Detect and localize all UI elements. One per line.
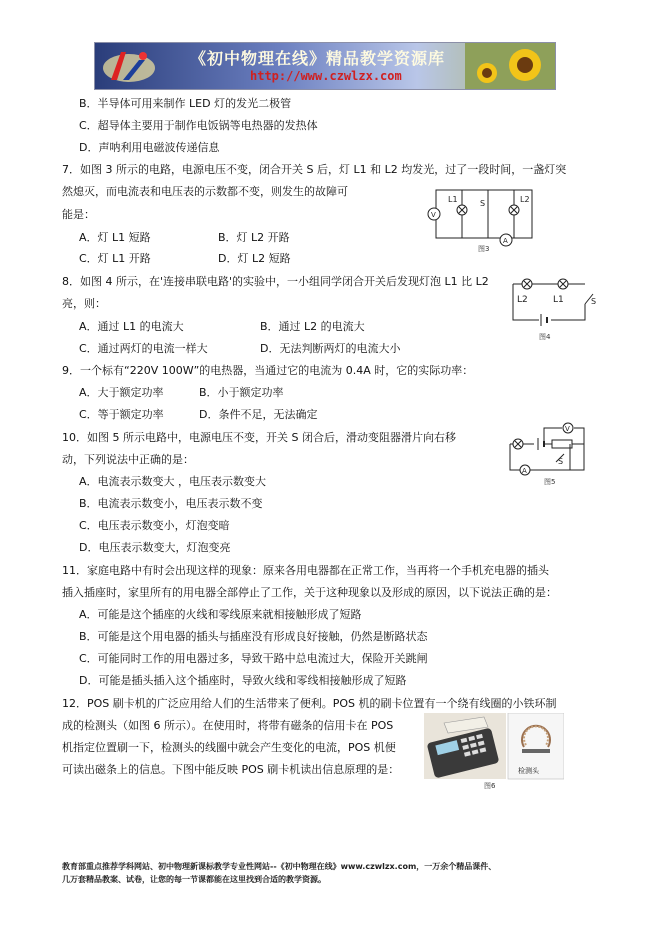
q10-option-a: A．电流表示数变大 ，电压表示数变大 [79,475,267,488]
fig5-caption: 图5 [544,478,556,486]
q6-option-c: C．超导体主要用于制作电饭锅等电热器的发热体 [79,119,318,132]
fig6-caption: 图6 [484,782,496,790]
q11-option-b: B．可能是这个用电器的插头与插座没有形成良好接触，仍然是断路状态 [79,630,428,643]
q7-option-d: D．灯 L2 短路 [218,252,291,265]
q9-option-a: A．大于额定功率 [79,386,164,399]
banner-url[interactable]: http://www.czwlzx.com [250,69,402,83]
fig4-s-label: S [591,297,597,306]
q9-stem: 9．一个标有“220V 100W”的电热器，当通过它的电流为 0.4A 时，它的实际功率： [62,364,474,377]
q9-option-c: C．等于额定功率 [79,408,164,421]
fig3-s-label: S [480,199,486,208]
page-footer [62,860,602,886]
q10-stem: 10．如图 5 所示电路中，电源电压不变，开关 S 闭合后，滑动变阻器滑片向右移 [62,431,456,444]
fig5-s-label: S [558,457,564,466]
q11-stem: 11．家庭电路中有时会出现这样的现象：原来各用电器都在正常工作，当再将一个手机充电器的插头 [62,564,549,577]
q8-option-c: C．通过两灯的电流一样大 [79,342,208,355]
fig3-a-label: A [503,237,508,245]
site-logo-icon [99,46,157,86]
q7-stem: 然熄灭，而电流表和电压表的示数都不变，则发生的故障可 [62,185,348,198]
q10-option-b: B．电流表示数变小，电压表示数不变 [79,497,263,510]
footer-line: 教育部重点推荐学科网站、初中物理新课标教学专业性网站--《初中物理在线》www.czwlzx.com，一万余个精品课件、 [62,862,497,871]
q8-option-a: A．通过 L1 的电流大 [79,320,184,333]
q9-option-b: B．小于额定功率 [199,386,284,399]
q9-option-d: D．条件不足，无法确定 [199,408,318,421]
q11-option-c: C．可能同时工作的用电器过多，导致干路中总电流过大，保险开关跳闸 [79,652,428,665]
q12-stem: 成的检测头（如图 6 所示）。在使用时，将带有磁条的信用卡在 POS [62,719,394,732]
q12-stem: 机指定位置刷一下，检测头的线圈中就会产生变化的电流，POS 机便 [62,741,396,754]
q6-option-d: D．声呐利用电磁波传递信息 [79,141,220,154]
q11-option-a: A．可能是这个插座的火线和零线原来就相接触形成了短路 [79,608,362,621]
fig4-caption: 图4 [539,333,551,341]
q6-option-b: B．半导体可用来制作 LED 灯的发光二极管 [79,97,292,110]
q12-stem: 12．POS 刷卡机的广泛应用给人们的生活带来了便利。POS 机的刷卡位置有一个绕有线圈的小铁环制 [62,697,557,710]
fig4-l1-label: L1 [553,295,564,305]
q10-stem: 动，下列说法中正确的是： [62,453,194,466]
q8-option-d: D．无法判断两灯的电流大小 [260,342,401,355]
fig6-label: 检测头 [518,767,539,775]
q7-option-b: B．灯 L2 开路 [218,231,290,244]
fig5-v-label: V [565,425,570,433]
fig3-l2-label: L2 [520,195,530,204]
figure-6-pos-terminal [424,713,564,791]
figure-5-circuit [500,418,596,488]
header-banner [94,42,556,90]
q12-stem: 可读出磁条上的信息。下图中能反映 POS 刷卡机读出信息原理的是： [62,763,400,776]
q8-option-b: B．通过 L2 的电流大 [260,320,365,333]
q7-option-a: A．灯 L1 短路 [79,231,151,244]
sunflower-icon [465,43,555,89]
q10-option-c: C．电压表示数变小，灯泡变暗 [79,519,230,532]
footer-line: 几万套精品教案、试卷，让您的每一节课都能在这里找到合适的教学资源。 [62,875,326,884]
figure-3-circuit [422,184,544,254]
banner-title: 《初中物理在线》精品教学资源库 [190,49,446,68]
q8-stem: 8．如图 4 所示，在'连接串联电路'的实验中，一小组同学闭合开关后发现灯泡 L1 比 L2 [62,275,489,288]
q7-stem: 7．如图 3 所示的电路，电源电压不变，闭合开关 S 后，灯 L1 和 L2 均发光，过了一段时间，一盏灯突 [62,163,567,176]
q7-option-c: C．灯 L1 开路 [79,252,151,265]
fig3-v-label: V [431,211,436,219]
fig4-l2-label: L2 [517,295,528,305]
q11-option-d: D．可能是插头插入这个插座时，导致火线和零线相接触形成了短路 [79,674,407,687]
q8-stem: 亮，则： [62,297,106,310]
q10-option-d: D．电压表示数变大，灯泡变亮 [79,541,231,554]
figure-4-circuit [505,272,601,344]
fig3-caption: 图3 [478,245,490,253]
q7-stem: 能是： [62,208,95,221]
fig3-l1-label: L1 [448,195,458,204]
fig5-a-label: A [522,467,527,475]
q11-stem: 插入插座时，家里所有的用电器全部停止了工作，关于这种现象以及形成的原因，以下说法正确的是： [62,586,557,599]
